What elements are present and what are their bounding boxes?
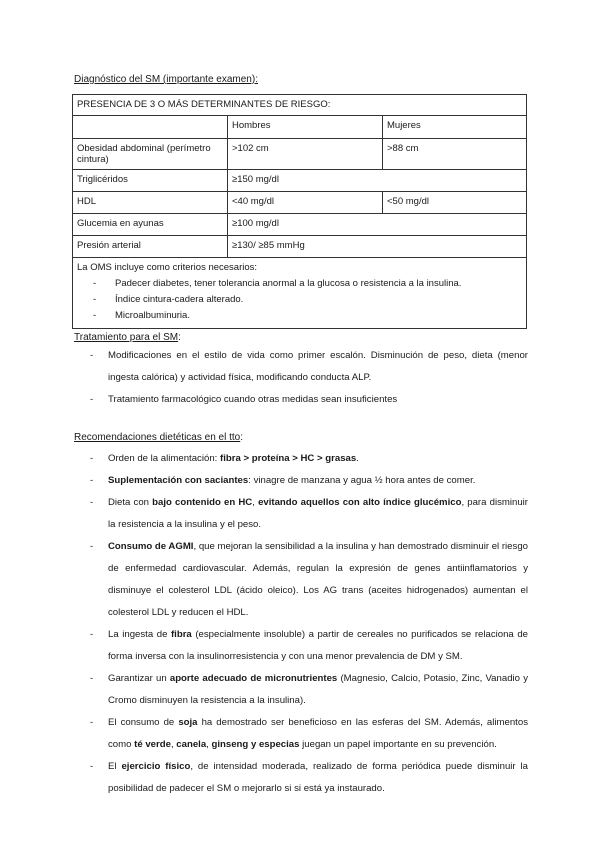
table-corner-cell (73, 116, 228, 139)
list-item: - El consumo de soja ha demostrado ser beneficioso en las esferas del SM. Además, alimentos como té verde, canela, ginseng y especias juegan un papel importante en su prevención. (90, 712, 528, 756)
value-men: <40 mg/dl (228, 192, 383, 214)
row-label: Obesidad abdominal (perímetro cintura) (73, 139, 228, 170)
table-row (73, 214, 527, 236)
diet-list (90, 448, 528, 800)
table-row (73, 139, 527, 170)
heading-diet: Recomendaciones dietéticas en el tto: (74, 432, 243, 443)
list-item: - Índice cintura-cadera alterado. (93, 292, 522, 308)
treatment-list (90, 345, 528, 411)
oms-list (77, 276, 522, 324)
table-row (73, 236, 527, 258)
table-title: PRESENCIA DE 3 O MÁS DETERMINANTES DE RIESGO: (73, 95, 527, 116)
list-item: - Microalbuminuria. (93, 308, 522, 324)
list-item: - La ingesta de fibra (especialmente insoluble) a partir de cereales no purificados se relaciona de forma inversa con la insulinorresistencia y con una menor prevalencia de DM y SM. (90, 624, 528, 668)
value-both: ≥150 mg/dl (228, 170, 527, 192)
list-item: - Orden de la alimentación: fibra > proteína > HC > grasas. (90, 448, 528, 470)
list-item: - Modificaciones en el estilo de vida como primer escalón. Disminución de peso, dieta (menor ingesta calórica) y actividad física, modificando conducta ALP. (90, 345, 528, 389)
table-row (73, 192, 527, 214)
row-label: HDL (73, 192, 228, 214)
col-header-men: Hombres (228, 116, 383, 139)
heading-treatment-text: Tratamiento para el SM (74, 332, 179, 343)
value-both: ≥100 mg/dl (228, 214, 527, 236)
heading-diet-text: Recomendaciones dietéticas en el tto (74, 432, 241, 443)
list-item: - Suplementación con saciantes: vinagre de manzana y agua ½ hora antes de comer. (90, 470, 528, 492)
oms-note (73, 258, 527, 329)
col-header-women: Mujeres (383, 116, 527, 139)
list-item: - Padecer diabetes, tener tolerancia anormal a la glucosa o resistencia a la insulina. (93, 276, 522, 292)
criteria-table (72, 94, 527, 329)
value-women: <50 mg/dl (383, 192, 527, 214)
value-both: ≥130/ ≥85 mmHg (228, 236, 527, 258)
list-item: - Garantizar un aporte adecuado de micronutrientes (Magnesio, Calcio, Potasio, Zinc, Vanadio y Cromo disminuyen la resistencia a la insulina). (90, 668, 528, 712)
value-women: >88 cm (383, 139, 527, 170)
row-label: Presión arterial (73, 236, 228, 258)
heading-treatment: Tratamiento para el SM: (74, 332, 181, 343)
row-label: Triglicéridos (73, 170, 228, 192)
oms-intro: La OMS incluye como criterios necesarios: (77, 262, 258, 273)
heading-diagnosis: Diagnóstico del SM (importante examen): (74, 74, 258, 85)
list-item: - Consumo de AGMI, que mejoran la sensibilidad a la insulina y han demostrado disminuir el riesgo de enfermedad cardiovascular. Además, regulan la expresión de genes antiinflamatorios y disminuye el colesterol LDL (ácido oleico). Los AG trans (aceites hidrogenados) aumentan el colesterol LDL y reducen el HDL. (90, 536, 528, 624)
table-row (73, 170, 527, 192)
list-item: - Tratamiento farmacológico cuando otras medidas sean insuficientes (90, 389, 528, 411)
list-item: - Dieta con bajo contenido en HC, evitando aquellos con alto índice glucémico, para disminuir la resistencia a la insulina y el peso. (90, 492, 528, 536)
value-men: >102 cm (228, 139, 383, 170)
list-item: - El ejercicio físico, de intensidad moderada, realizado de forma periódica puede disminuir la posibilidad de padecer el SM o mejorarlo si si está ya instaurado. (90, 756, 528, 800)
row-label: Glucemia en ayunas (73, 214, 228, 236)
